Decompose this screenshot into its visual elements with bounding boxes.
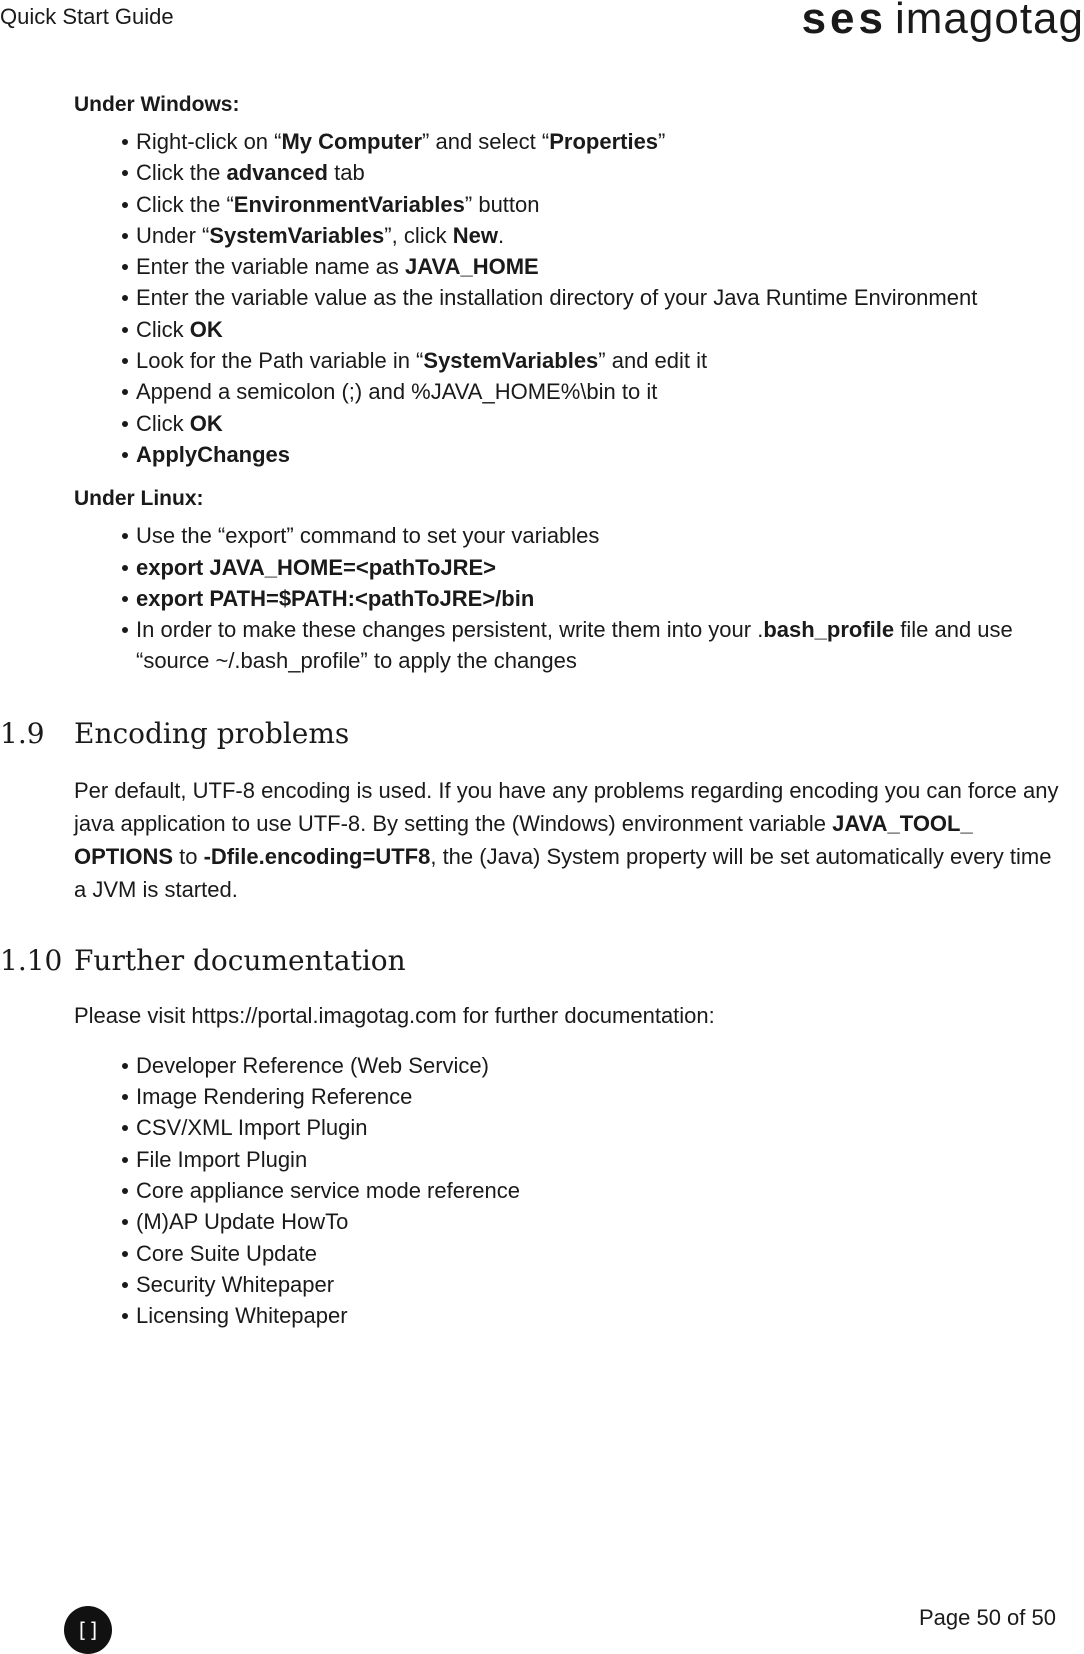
list-item <box>74 408 1064 439</box>
docs-list <box>74 1050 1064 1332</box>
bold-text: JAVA_TOOL_ OPTIONS <box>74 810 973 869</box>
text-run: ” and edit it <box>598 348 708 374</box>
brand-logo-part1: ses <box>801 0 887 43</box>
list-item: Licensing Whitepaper <box>74 1300 1064 1331</box>
list-item: Developer Reference (Web Service) <box>74 1050 1064 1081</box>
bold-text: My Computer <box>281 129 423 154</box>
list-item <box>74 189 1064 220</box>
page-content <box>0 90 1064 1339</box>
list-item <box>74 614 1064 677</box>
list-item: Image Rendering Reference <box>74 1081 1064 1112</box>
section-title: Encoding problems <box>74 716 350 750</box>
section-number: 1.10 <box>0 943 63 977</box>
text-run: Look for the Path variable in “ <box>136 348 424 374</box>
bold-text: JAVA_HOME <box>405 254 539 280</box>
bold-text: bash_profile <box>763 617 895 643</box>
list-item <box>74 282 1064 313</box>
footer-badge-icon: [] <box>64 1606 112 1654</box>
text-run: ” and select “ <box>422 129 550 154</box>
list-item <box>74 376 1064 407</box>
text-run: Under “ <box>136 222 210 248</box>
text-run: , the (Java) System property will be set automatically every time a JVM is started. <box>74 843 1052 902</box>
bold-text: New <box>452 222 498 248</box>
list-item <box>74 220 1064 251</box>
text-run: Click the “ <box>136 191 234 217</box>
bold-text: export PATH=$PATH:<pathToJRE>/bin <box>136 585 535 611</box>
docs-intro: Please visit https://portal.imagotag.com for further documentation: <box>74 1002 715 1028</box>
text-run: to <box>173 843 204 869</box>
brand-logo-part2: imagotag <box>894 0 1084 43</box>
list-item <box>74 157 1064 188</box>
bold-text: OK <box>189 410 223 436</box>
section-heading-encoding <box>0 716 1064 750</box>
text-run: Per default, UTF-8 encoding is used. If you have any problems regarding encoding you can force any java application to use UTF-8. By setting the (Windows) environment variable <box>74 777 1059 836</box>
list-item <box>74 439 1064 470</box>
list-item <box>74 345 1064 376</box>
bold-text: export JAVA_HOME=<pathToJRE> <box>136 554 497 580</box>
section-number: 1.9 <box>0 716 45 750</box>
bold-text: -Dfile.encoding=UTF8 <box>203 843 431 869</box>
text-run: ” <box>658 129 666 154</box>
list-item <box>74 314 1064 345</box>
section-heading-docs <box>0 943 1064 977</box>
text-run: Right-click on “ <box>136 129 282 154</box>
linux-steps-list <box>74 520 1064 676</box>
brand-logo <box>802 0 1084 44</box>
text-run: Click <box>136 316 190 342</box>
document-title: Quick Start Guide <box>0 4 174 29</box>
bold-text: ApplyChanges <box>136 441 291 467</box>
text-run: ”, click <box>384 222 453 248</box>
windows-steps-list <box>74 126 1064 470</box>
list-item: Security Whitepaper <box>74 1269 1064 1300</box>
text-run: Use the “export” command to set your variables <box>136 523 600 549</box>
text-run: In order to make these changes persistent, write them into your . <box>136 617 764 643</box>
list-item: CSV/XML Import Plugin <box>74 1112 1064 1143</box>
bold-text: SystemVariables <box>423 348 599 374</box>
linux-heading: Under Linux: <box>74 487 204 511</box>
text-run: ” button <box>464 191 540 217</box>
bold-text: Properties <box>549 129 659 154</box>
text-run: Click <box>136 410 190 436</box>
list-item: File Import Plugin <box>74 1144 1064 1175</box>
list-item <box>74 251 1064 282</box>
text-run: Click the <box>136 160 227 186</box>
bold-text: advanced <box>226 160 328 186</box>
bold-text: SystemVariables <box>209 222 385 248</box>
text-run: Enter the variable name as <box>136 254 406 280</box>
bold-text: EnvironmentVariables <box>233 191 465 217</box>
list-item: Core Suite Update <box>74 1238 1064 1269</box>
text-run: Enter the variable value as the installation directory of your Java Runtime Environment <box>136 285 978 311</box>
list-item <box>74 126 1064 157</box>
encoding-paragraph <box>74 774 1064 906</box>
list-item <box>74 583 1064 614</box>
text-run: Append a semicolon (;) and %JAVA_HOME%\bin to it <box>136 379 658 405</box>
page-number: Page 50 of 50 <box>918 1605 1056 1630</box>
list-item: (M)AP Update HowTo <box>74 1206 1064 1237</box>
text-run: file and use “source ~/.bash_profile” to apply the changes <box>136 617 1013 674</box>
windows-heading: Under Windows: <box>74 93 240 116</box>
bold-text: OK <box>189 316 223 342</box>
text-run: . <box>497 222 505 248</box>
list-item: Core appliance service mode reference <box>74 1175 1064 1206</box>
list-item <box>74 552 1064 583</box>
section-title: Further documentation <box>74 943 406 977</box>
list-item <box>74 520 1064 551</box>
text-run: tab <box>327 160 365 186</box>
